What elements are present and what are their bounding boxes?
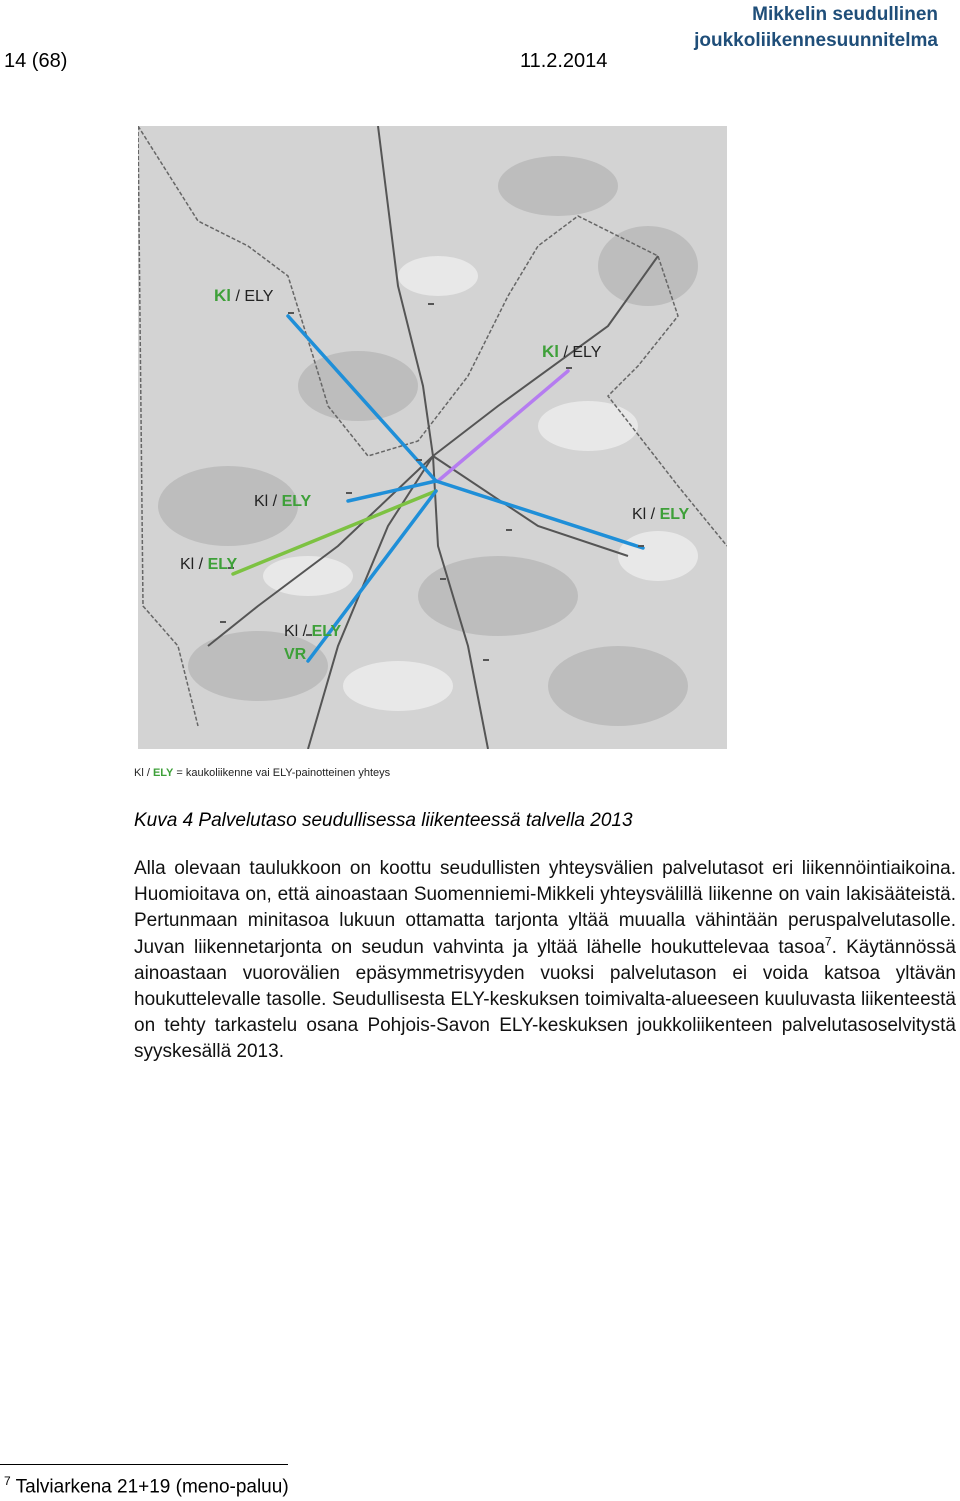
map-label-nw bbox=[214, 286, 273, 306]
map-label-w2-ely: ELY bbox=[207, 556, 238, 573]
document-title-line1: Mikkelin seudullinen bbox=[752, 4, 938, 25]
legend-text: = kaukoliikenne vai ELY-painotteinen yhteys bbox=[176, 767, 391, 779]
page-number: 14 (68) bbox=[4, 50, 68, 72]
map-label-e-ely: ELY bbox=[659, 506, 690, 523]
route-map bbox=[138, 126, 727, 749]
place-marker bbox=[506, 529, 512, 531]
map-label-sw-vr bbox=[284, 646, 306, 664]
footnote-number: 7 bbox=[4, 1474, 11, 1488]
body-paragraph bbox=[134, 856, 956, 1066]
place-marker bbox=[416, 459, 422, 461]
place-marker bbox=[220, 621, 226, 623]
map-label-w1-ely: ELY bbox=[281, 493, 312, 510]
place-marker bbox=[440, 578, 446, 580]
legend-ely: ELY bbox=[152, 767, 174, 779]
map-label-e bbox=[632, 506, 689, 524]
map-label-w1-prefix: Kl / bbox=[254, 493, 278, 510]
route-line-e bbox=[436, 481, 643, 548]
place-marker bbox=[483, 659, 489, 661]
map-label-sw bbox=[284, 623, 341, 641]
map-label-nw-kl: Kl bbox=[214, 286, 231, 305]
body-text-part1: Alla olevaan taulukkoon on koottu seudullisten yhteysvälien palvelutasot eri liikennöintiaikoina. Huomioitava on, että ainoastaan Suomenniemi-Mikkeli yhteysvälillä liikenne on vain lakisääteistä. Pertunmaan minitasoa lukuun ottamatta tarjonta yltää muualla vähintään peruspalvelutasolle. Juvan liikennetarjonta on seudun vahvinta ja yltää lähelle houkuttelevaa tasoa bbox=[134, 858, 956, 958]
map-label-sw-vr-text: VR bbox=[284, 646, 307, 663]
place-marker bbox=[288, 312, 294, 314]
footnote-ref[interactable]: 7 bbox=[824, 934, 832, 949]
map-label-ne bbox=[542, 342, 601, 362]
map-label-e-prefix: Kl / bbox=[632, 506, 656, 523]
map-label-sw-ely: ELY bbox=[311, 623, 342, 640]
document-date: 11.2.2014 bbox=[519, 50, 608, 72]
map-label-ne-kl: Kl bbox=[542, 342, 559, 361]
place-marker bbox=[566, 367, 572, 369]
map-graphic bbox=[138, 126, 727, 749]
map-label-sw-prefix: Kl / bbox=[284, 623, 308, 640]
page-header-left bbox=[4, 50, 607, 73]
legend-prefix: Kl / bbox=[134, 767, 150, 779]
footnote-divider bbox=[0, 1464, 288, 1465]
document-title-line2: joukkoliikennesuunnitelma bbox=[694, 30, 938, 51]
body-text-part2: . Käytännössä ainoastaan vuorovälien epäsymmetrisyyden vuoksi palvelutason ei voida katsoa yltävän houkuttelevalle tasolle. Seudullisesta ELY-keskuksen toimivalta-alueeseen kuuluvasta liikenteestä on tehty tarkastelu osana Pohjois-Savon ELY-keskuksen joukkoliikenteen palvelutasoselvitystä syyskesällä 2013. bbox=[134, 936, 956, 1063]
map-label-ne-ely: / ELY bbox=[563, 344, 602, 361]
figure-caption: Kuva 4 Palvelutaso seudullisessa liikenteessä talvella 2013 bbox=[134, 810, 633, 831]
place-marker bbox=[428, 303, 434, 305]
map-label-w2-prefix: Kl / bbox=[180, 556, 204, 573]
map-label-nw-ely: / ELY bbox=[235, 288, 274, 305]
footnote-text: Talviarkena 21+19 (meno-paluu) bbox=[15, 1476, 289, 1498]
map-legend bbox=[134, 767, 390, 779]
place-marker bbox=[346, 492, 352, 494]
map-label-w2 bbox=[180, 556, 237, 574]
document-title bbox=[694, 2, 938, 54]
place-marker bbox=[638, 545, 644, 547]
map-label-w1 bbox=[254, 493, 311, 511]
footnote bbox=[4, 1474, 289, 1498]
